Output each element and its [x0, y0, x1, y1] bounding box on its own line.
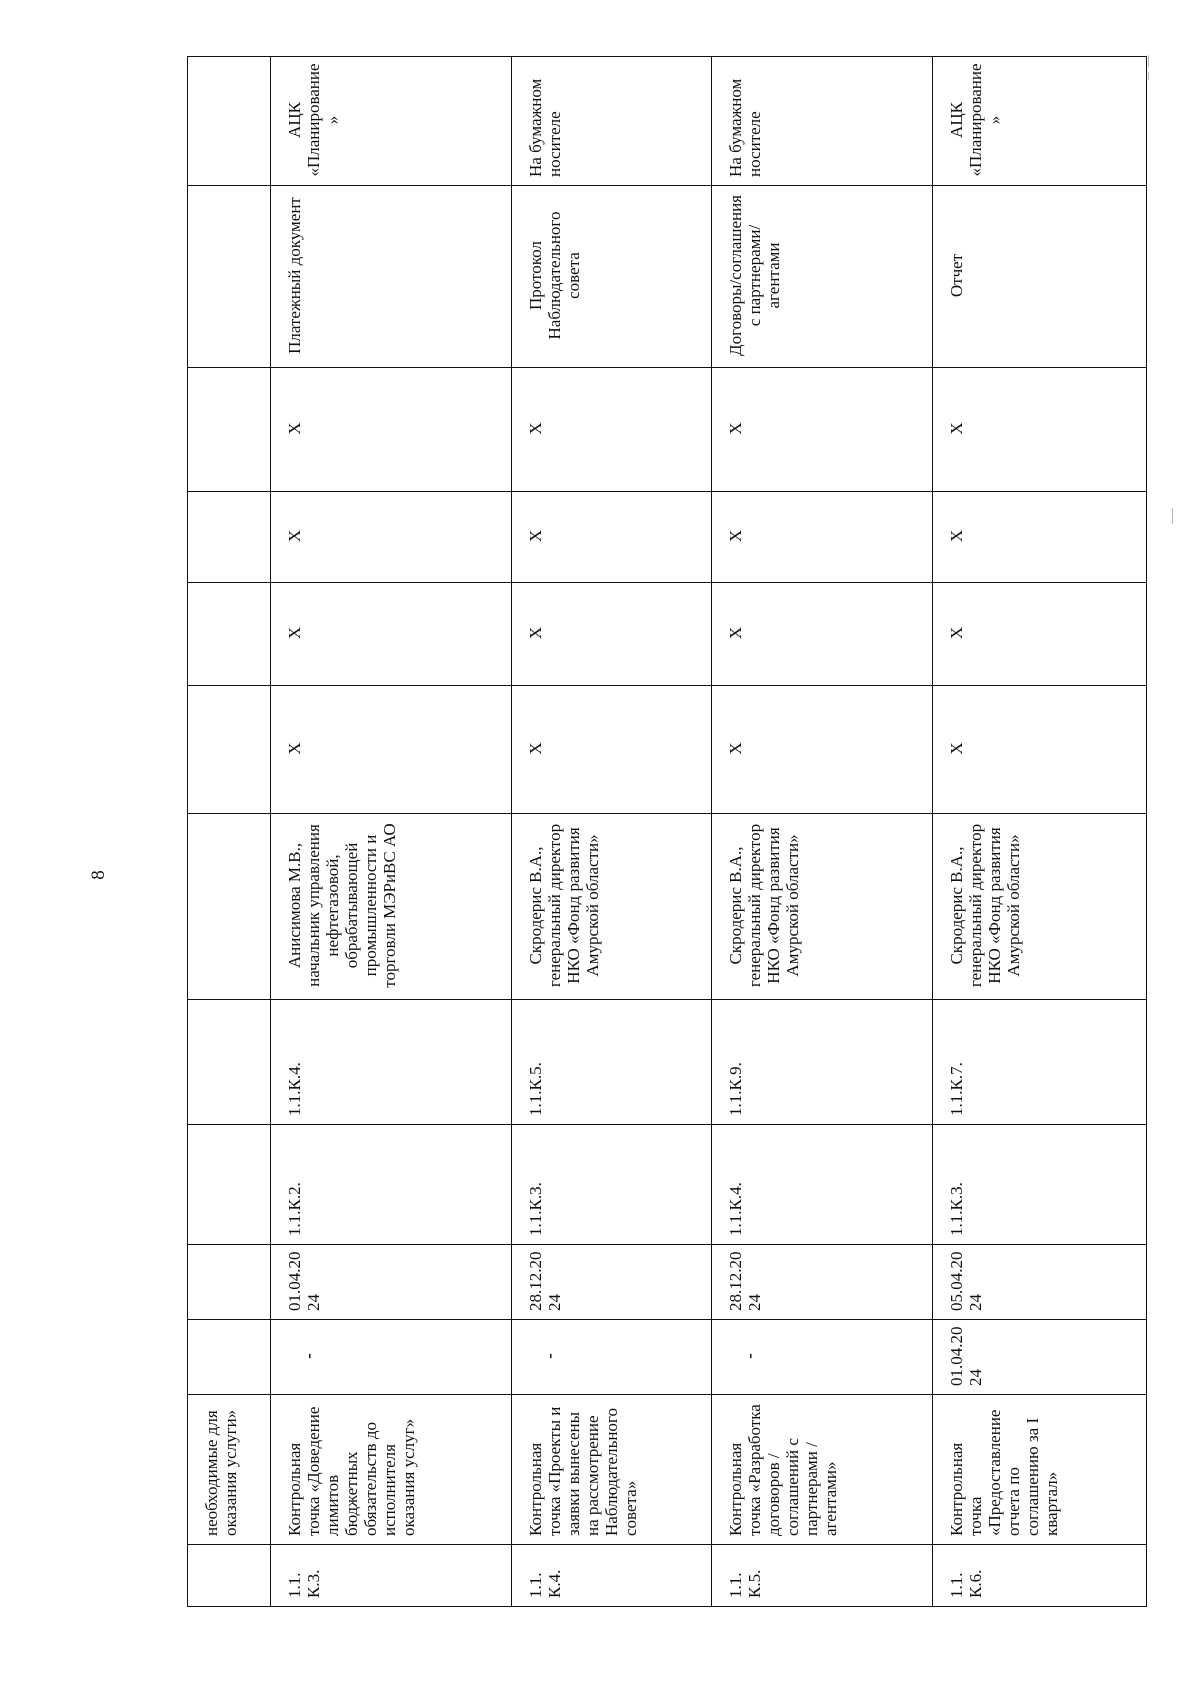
row-predecessor: 1.1.К.4. — [712, 1125, 933, 1245]
row-system: На бумажном носителе — [511, 57, 711, 186]
header-x2-cell — [188, 583, 271, 686]
row-successor: 1.1.К.4. — [271, 1000, 512, 1125]
row-work: Контрольная точка «Проекты и заявки вынесены на рассмотрение Наблюдательного совета» — [511, 1395, 711, 1545]
row-predecessor: 1.1.К.3. — [932, 1125, 1146, 1245]
row-system: АЦК «Планирование» — [271, 57, 512, 186]
row-document: Отчет — [932, 186, 1146, 368]
row-responsible: Скродерис В.А., генеральный директор НКО «Фонд развития Амурской области» — [932, 814, 1146, 1000]
row-x4: X — [271, 368, 512, 492]
row-successor: 1.1.К.7. — [932, 1000, 1146, 1125]
header-code-cell — [188, 1545, 271, 1607]
row-x1: X — [712, 686, 933, 814]
row-start-date: 01.04.2024 — [932, 1320, 1146, 1395]
header-system-cell — [188, 57, 271, 186]
header-end-cell — [188, 1245, 271, 1320]
row-x3: X — [271, 492, 512, 583]
row-start-date — [271, 1320, 512, 1395]
row-x2: X — [511, 583, 711, 686]
row-work: Контрольная точка «Доведение лимитов бюджетных обязательств до исполнителя оказания услуг» — [271, 1395, 512, 1545]
schedule-table — [187, 56, 1147, 1607]
rotated-table-wrapper — [187, 63, 1147, 1607]
row-responsible: Анисимова М.В., начальник управления нефтегазовой, обрабатывающей промышленности и торговли МЭРиВС АО — [271, 814, 512, 1000]
row-x3: X — [712, 492, 933, 583]
row-work: Контрольная точка «Предоставление отчета по соглашению за I квартал» — [932, 1395, 1146, 1545]
row-system: АЦК «Планирование» — [932, 57, 1146, 186]
row-x1: X — [511, 686, 711, 814]
row-document: Протокол Наблюдательного совета — [511, 186, 711, 368]
header-start-cell — [188, 1320, 271, 1395]
row-responsible: Скродерис В.А., генеральный директор НКО «Фонд развития Амурской области» — [712, 814, 933, 1000]
row-start-date — [712, 1320, 933, 1395]
scan-artifact — [1172, 508, 1173, 524]
row-x2: X — [271, 583, 512, 686]
header-successor-cell — [188, 1000, 271, 1125]
page-number: 8 — [88, 870, 109, 880]
header-responsible-cell — [188, 814, 271, 1000]
row-end-date: 05.04.2024 — [932, 1245, 1146, 1320]
table-header-row — [188, 57, 271, 1607]
row-end-date: 28.12.2024 — [712, 1245, 933, 1320]
row-x3: X — [511, 492, 711, 583]
row-x4: X — [511, 368, 711, 492]
header-document-cell — [188, 186, 271, 368]
row-successor: 1.1.К.9. — [712, 1000, 933, 1125]
row-code: 1.1. К.6. — [932, 1545, 1146, 1607]
row-document: Договоры/соглашения с партнерами/агентами — [712, 186, 933, 368]
row-work: Контрольная точка «Разработка договоров / соглашений с партнерами / агентами» — [712, 1395, 933, 1545]
header-work-cell — [188, 1395, 271, 1545]
row-successor: 1.1.К.5. — [511, 1000, 711, 1125]
row-document: Платежный документ — [271, 186, 512, 368]
row-x4: X — [932, 368, 1146, 492]
scan-artifact — [1148, 72, 1149, 80]
row-system: На бумажном носителе — [712, 57, 933, 186]
header-x1-cell — [188, 686, 271, 814]
row-x1: X — [271, 686, 512, 814]
header-predecessor-cell — [188, 1125, 271, 1245]
header-x4-cell — [188, 368, 271, 492]
table-row — [932, 57, 1146, 1607]
row-end-date: 28.12.2024 — [511, 1245, 711, 1320]
row-start-date-text: - — [299, 1353, 319, 1359]
row-x2: X — [932, 583, 1146, 686]
header-work-text: необходимые для оказания услуги» — [202, 1409, 240, 1536]
row-x4: X — [712, 368, 933, 492]
scan-artifact — [1148, 55, 1149, 67]
row-code: 1.1. К.4. — [511, 1545, 711, 1607]
row-start-date — [511, 1320, 711, 1395]
row-predecessor: 1.1.К.3. — [511, 1125, 711, 1245]
row-predecessor: 1.1.К.2. — [271, 1125, 512, 1245]
row-x3: X — [932, 492, 1146, 583]
table-row — [511, 57, 711, 1607]
table-row — [271, 57, 512, 1607]
row-start-date-text: - — [740, 1353, 760, 1359]
row-code: 1.1. К.5. — [712, 1545, 933, 1607]
row-start-date-text: - — [539, 1353, 559, 1359]
row-end-date: 01.04.2024 — [271, 1245, 512, 1320]
header-x3-cell — [188, 492, 271, 583]
row-responsible: Скродерис В.А., генеральный директор НКО «Фонд развития Амурской области» — [511, 814, 711, 1000]
row-code: 1.1. К.3. — [271, 1545, 512, 1607]
row-x2: X — [712, 583, 933, 686]
row-x1: X — [932, 686, 1146, 814]
table-row — [712, 57, 933, 1607]
